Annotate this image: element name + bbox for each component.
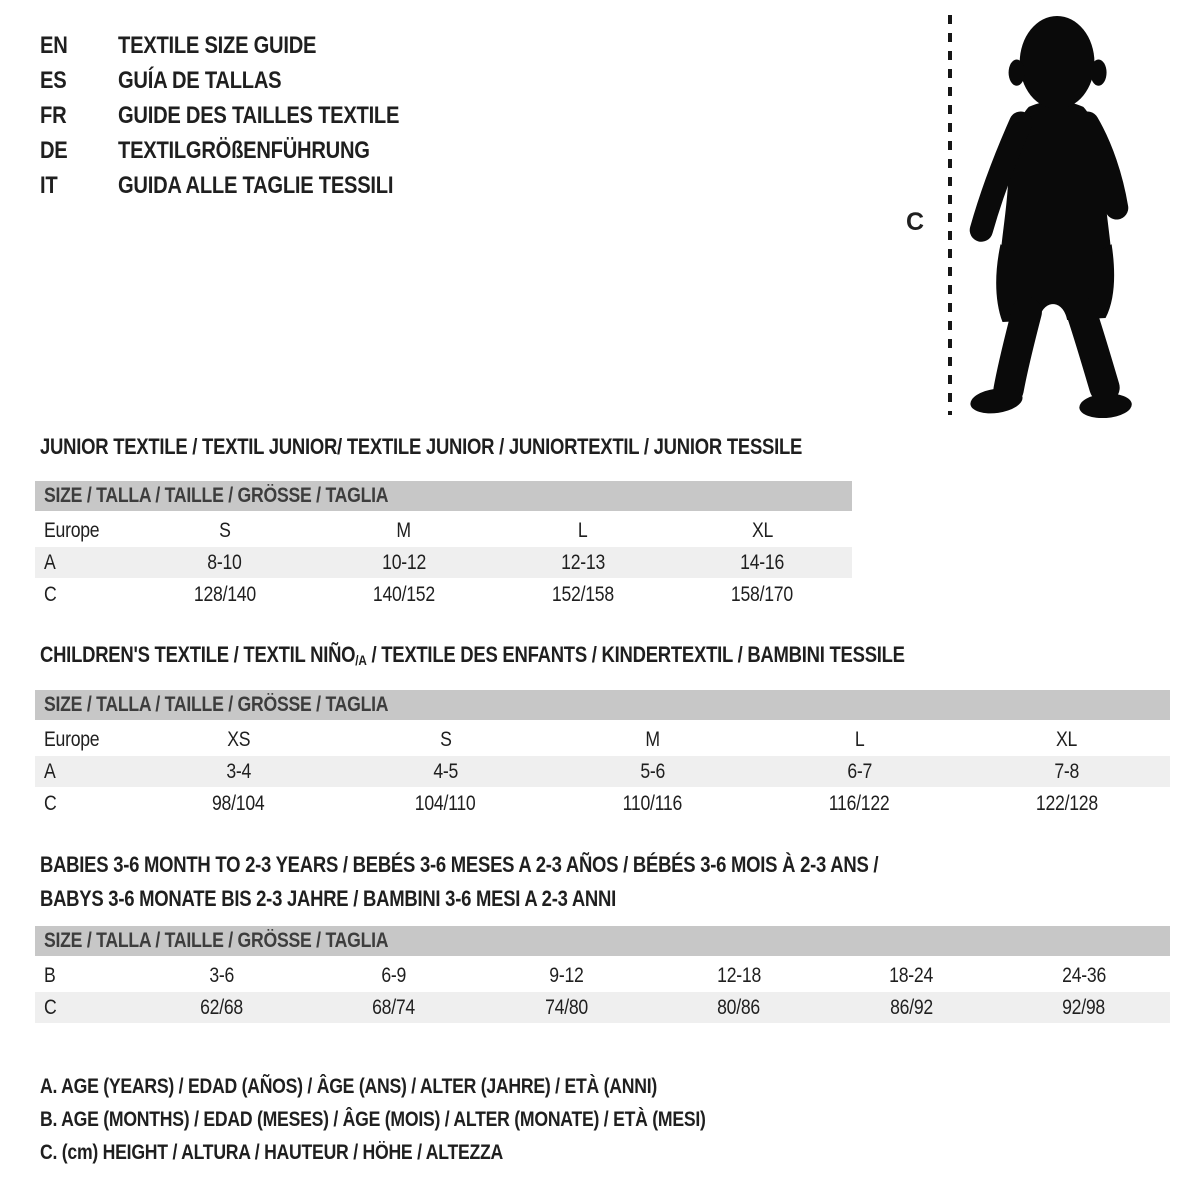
table-cell (480, 964, 653, 988)
cell-text: L (578, 518, 588, 542)
language-code-text: DE (40, 136, 68, 164)
size-bar-label: SIZE / TALLA / TAILLE / GRÖSSE / TAGLIA (44, 929, 389, 952)
cell-text: S (439, 727, 452, 751)
cell-text: 92/98 (1062, 995, 1106, 1019)
language-row-de (40, 133, 453, 168)
height-measure-line (948, 15, 952, 415)
language-code (40, 32, 118, 60)
table-cell (308, 964, 481, 988)
cell-text: 3-4 (226, 759, 251, 783)
row-label (35, 583, 135, 607)
row-label-text: Europe (44, 518, 100, 542)
language-code (40, 102, 118, 130)
cell-text: 12-13 (561, 550, 606, 574)
cell-text: 6-9 (381, 963, 407, 987)
table-row (35, 788, 1170, 819)
cell-text: 6-7 (847, 759, 872, 783)
table-row (35, 515, 852, 546)
cell-text: 104/110 (415, 791, 476, 815)
row-label (35, 996, 135, 1020)
language-title (118, 172, 446, 200)
table-cell (825, 996, 998, 1020)
row-label-text: A (44, 550, 56, 574)
table-cell (480, 996, 653, 1020)
table-cell (135, 792, 342, 816)
language-title-text: GUIDE DES TAILLES TEXTILE (118, 101, 400, 129)
legend-line-b-text: B. AGE (MONTHS) / EDAD (MESES) / ÂGE (MOIS) / ALTER (MONATE) / ETÀ (MESI) (40, 1108, 706, 1131)
language-title (118, 102, 453, 130)
table-cell (673, 551, 852, 575)
toddler-silhouette-image (964, 14, 1136, 418)
table-cell (963, 760, 1170, 784)
size-bar-label: SIZE / TALLA / TAILLE / GRÖSSE / TAGLIA (44, 693, 389, 716)
row-label-text: A (44, 759, 56, 783)
table-cell (135, 996, 308, 1020)
babies-heading-line2-text: BABYS 3-6 MONATE BIS 2-3 JAHRE / BAMBINI 3-6 MESI A 2-3 ANNI (40, 886, 616, 911)
table-cell (825, 964, 998, 988)
cell-text: 18-24 (889, 963, 934, 987)
language-code-text: IT (40, 171, 58, 199)
table-row (35, 547, 852, 578)
table-cell (342, 792, 549, 816)
language-code-text: FR (40, 101, 67, 129)
cell-text: 8-10 (207, 550, 242, 574)
row-label-text: C (44, 791, 57, 815)
size-header-bar (35, 690, 1170, 720)
cell-text: L (854, 727, 865, 751)
cell-text: M (645, 727, 660, 751)
cell-text: 128/140 (193, 582, 256, 606)
legend-line-a (40, 1070, 832, 1103)
table-cell (756, 728, 963, 752)
table-cell (135, 728, 342, 752)
language-title-text: GUIDA ALLE TAGLIE TESSILI (118, 171, 394, 199)
legend-line-a-text: A. AGE (YEARS) / EDAD (AÑOS) / ÂGE (ANS) / ALTER (JAHRE) / ETÀ (ANNI) (40, 1075, 658, 1098)
table-cell (342, 728, 549, 752)
cell-text: 158/170 (731, 582, 794, 606)
language-title-text: TEXTILGRÖßENFÜHRUNG (118, 136, 370, 164)
language-title (118, 137, 418, 165)
table-cell (314, 519, 493, 543)
babies-section-heading (40, 848, 1038, 916)
cell-text: 80/86 (717, 995, 761, 1019)
language-title-text: GUÍA DE TALLAS (118, 66, 282, 94)
cell-text: 68/74 (372, 995, 416, 1019)
cell-text: 140/152 (372, 582, 435, 606)
cell-text: S (218, 518, 231, 542)
size-header-bar (35, 926, 1170, 956)
cell-text: 12-18 (716, 963, 761, 987)
cell-text: XL (1055, 727, 1078, 751)
table-cell (135, 519, 314, 543)
cell-text: 122/128 (1035, 791, 1098, 815)
babies-heading-line1 (40, 848, 1038, 882)
table-cell (549, 792, 756, 816)
row-label (35, 792, 135, 816)
table-cell (314, 551, 493, 575)
language-code-text: ES (40, 66, 67, 94)
table-cell (308, 996, 481, 1020)
language-title-text: TEXTILE SIZE GUIDE (118, 31, 317, 59)
table-row (35, 724, 1170, 755)
cell-text: 10-12 (381, 550, 426, 574)
table-cell (998, 996, 1171, 1020)
cell-text: 110/116 (622, 791, 683, 815)
table-cell (135, 583, 314, 607)
language-title (118, 67, 312, 95)
table-cell (135, 551, 314, 575)
language-row-es (40, 63, 453, 98)
table-row (35, 756, 1170, 787)
children-heading-text (40, 642, 905, 668)
size-bar-label: SIZE / TALLA / TAILLE / GRÖSSE / TAGLIA (44, 484, 389, 507)
row-label-text: C (44, 582, 57, 606)
table-cell (673, 519, 852, 543)
row-label (35, 964, 135, 988)
language-code (40, 137, 118, 165)
table-cell (314, 583, 493, 607)
table-cell (549, 760, 756, 784)
row-label-text: C (44, 995, 57, 1019)
babies-size-table (35, 926, 1170, 1024)
language-code-text: EN (40, 31, 68, 59)
table-cell (494, 519, 673, 543)
babies-heading-line1-text: BABIES 3-6 MONTH TO 2-3 YEARS / BEBÉS 3-6 MESES A 2-3 AÑOS / BÉBÉS 3-6 MOIS À 2-3 ANS / (40, 852, 879, 877)
language-row-fr (40, 98, 453, 133)
children-heading-sub: /A (355, 652, 367, 668)
cell-text: 14-16 (740, 550, 785, 574)
table-cell (963, 728, 1170, 752)
babies-heading-line2 (40, 882, 1038, 916)
junior-size-table (35, 481, 852, 611)
cell-text: 74/80 (544, 995, 588, 1019)
cell-text: 62/68 (199, 995, 243, 1019)
table-cell (494, 551, 673, 575)
legend-line-c-text: C. (cm) HEIGHT / ALTURA / HAUTEUR / HÖHE / ALTEZZA (40, 1141, 504, 1164)
table-cell (756, 792, 963, 816)
table-cell (549, 728, 756, 752)
table-cell (673, 583, 852, 607)
children-section-heading (40, 642, 1069, 668)
cell-text: 3-6 (208, 963, 234, 987)
cell-text: M (396, 518, 412, 542)
cell-text: 86/92 (889, 995, 933, 1019)
language-row-en (40, 28, 453, 63)
table-cell (963, 792, 1170, 816)
row-label-text: Europe (44, 727, 100, 751)
size-header-bar (35, 481, 852, 511)
table-row (35, 960, 1170, 991)
row-label (35, 551, 135, 575)
language-code (40, 67, 118, 95)
children-heading-after: / TEXTILE DES ENFANTS / KINDERTEXTIL / BAMBINI TESSILE (366, 642, 905, 667)
language-title-list (40, 28, 453, 203)
cell-text: 7-8 (1054, 759, 1079, 783)
language-title (118, 32, 354, 60)
cell-text: 9-12 (549, 963, 584, 987)
children-size-table (35, 690, 1170, 820)
junior-heading-text: JUNIOR TEXTILE / TEXTIL JUNIOR/ TEXTILE JUNIOR / JUNIORTEXTIL / JUNIOR TESSILE (40, 434, 803, 459)
measurement-legend (40, 1070, 832, 1169)
cell-text: 152/158 (552, 582, 615, 606)
table-cell (135, 964, 308, 988)
table-cell (494, 583, 673, 607)
row-label (35, 728, 135, 752)
height-measure-label: C (906, 208, 924, 236)
table-row (35, 992, 1170, 1023)
language-code (40, 172, 118, 200)
cell-text: 4-5 (433, 759, 458, 783)
row-label-text: B (44, 963, 56, 987)
legend-line-c (40, 1136, 832, 1169)
row-label (35, 760, 135, 784)
cell-text: XS (226, 727, 251, 751)
table-cell (653, 964, 826, 988)
cell-text: XL (751, 518, 773, 542)
table-cell (342, 760, 549, 784)
table-cell (653, 996, 826, 1020)
table-cell (998, 964, 1171, 988)
cell-text: 5-6 (640, 759, 665, 783)
legend-line-b (40, 1103, 832, 1136)
table-cell (756, 760, 963, 784)
table-row (35, 579, 852, 610)
language-row-it (40, 168, 453, 203)
row-label (35, 519, 135, 543)
junior-section-heading (40, 434, 947, 460)
cell-text: 24-36 (1061, 963, 1106, 987)
cell-text: 116/122 (829, 791, 890, 815)
children-heading-before: CHILDREN'S TEXTILE / TEXTIL NIÑO (40, 642, 356, 667)
table-cell (135, 760, 342, 784)
cell-text: 98/104 (212, 791, 265, 815)
